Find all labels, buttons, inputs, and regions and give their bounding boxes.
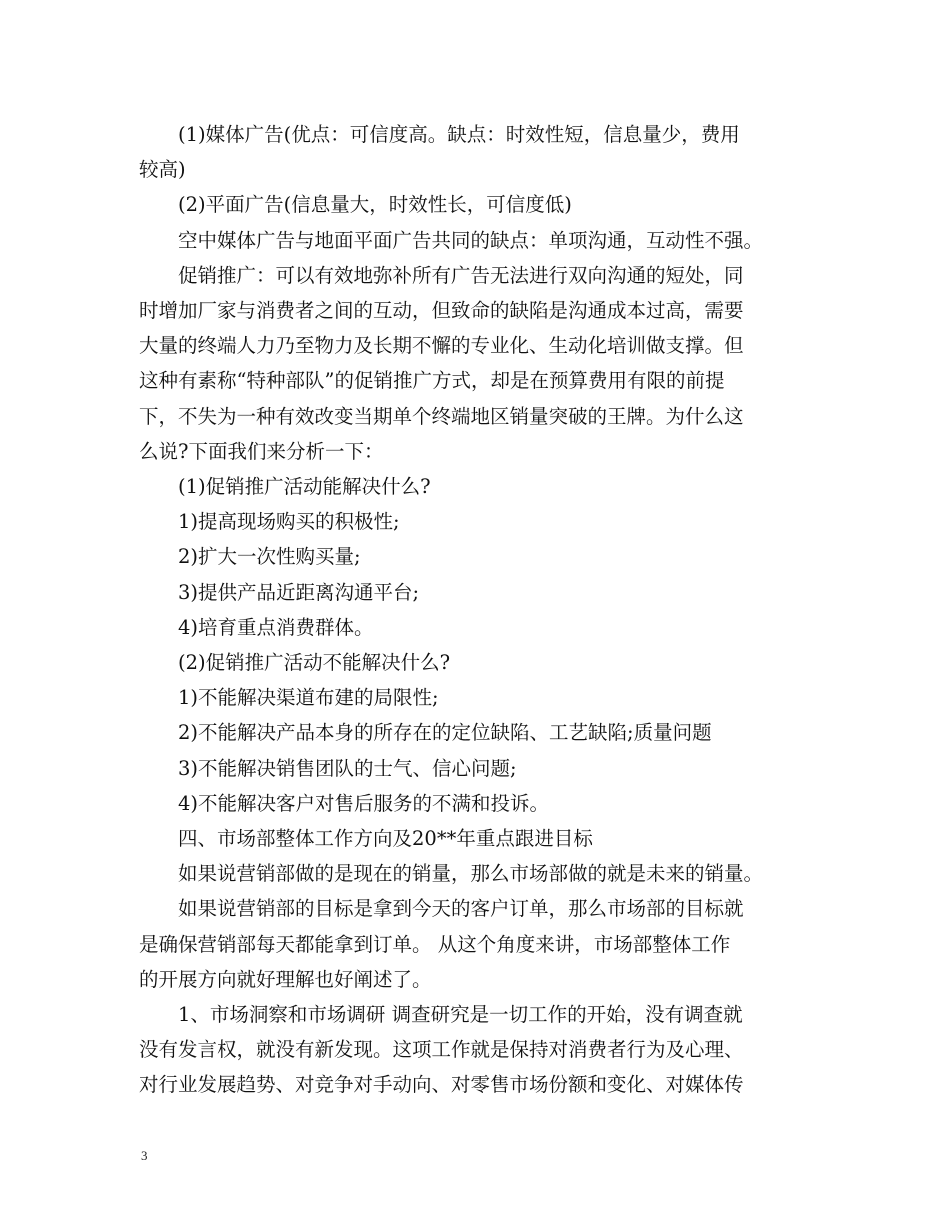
paragraph [139, 821, 819, 856]
paragraph [139, 187, 819, 222]
text-line: 如果说营销部的目标是拿到今天的客户订单，那么市场部的目标就 [178, 897, 744, 921]
paragraph [139, 539, 819, 574]
paragraph [139, 610, 819, 645]
text-line: 空中媒体广告与地面平面广告共同的缺点：单项沟通，互动性不强。 [178, 228, 764, 252]
text-line: 4)培育重点消费群体。 [178, 615, 374, 639]
document-body [139, 117, 819, 1103]
text-line: 4)不能解决客户对售后服务的不满和投诉。 [178, 791, 550, 815]
text-line: 四、市场部整体工作方向及20**年重点跟进目标 [178, 827, 593, 851]
text-line: 1)不能解决渠道布建的局限性; [178, 686, 439, 710]
text-line: 促销推广：可以有效地弥补所有广告无法进行双向沟通的短处，同 [178, 263, 744, 287]
text-line: 较高) [139, 158, 186, 182]
paragraph [139, 117, 819, 187]
text-line: 这种有素称“特种部队”的促销推广方式，却是在预算费用有限的前提 [139, 369, 725, 393]
text-line: 没有发言权，就没有新发现。这项工作就是保持对消费者行为及心理、 [139, 1038, 744, 1062]
text-line: 如果说营销部做的是现在的销量，那么市场部做的就是未来的销量。 [178, 862, 764, 886]
paragraph [139, 751, 819, 786]
text-line: 么说?下面我们来分析一下： [139, 439, 384, 463]
text-line: 大量的终端人力乃至物力及长期不懈的专业化、生动化培训做支撑。但 [139, 334, 744, 358]
text-line: 1)提高现场购买的积极性; [178, 510, 400, 534]
text-line: 是确保营销部每天都能拿到订单。 从这个角度来讲，市场部整体工作 [139, 932, 731, 956]
text-line: 时增加厂家与消费者之间的互动，但致命的缺陷是沟通成本过高，需要 [139, 299, 744, 323]
text-line: 1、市场洞察和市场调研 调查研究是一切工作的开始，没有调查就 [178, 1003, 743, 1027]
text-line: 3)提供产品近距离沟通平台; [178, 580, 420, 604]
paragraph [139, 786, 819, 821]
paragraph [139, 997, 819, 1103]
paragraph [139, 645, 819, 680]
paragraph [139, 680, 819, 715]
text-line: (2)促销推广活动不能解决什么? [178, 651, 451, 675]
page-number: 3 [141, 1148, 148, 1163]
text-line: (1)媒体广告(优点：可信度高。缺点：时效性短，信息量少，费用 [178, 123, 740, 146]
paragraph [139, 891, 819, 997]
paragraph [139, 504, 819, 539]
text-line: 3)不能解决销售团队的士气、信心问题; [178, 756, 517, 780]
paragraph [139, 469, 819, 504]
paragraph [139, 575, 819, 610]
text-line: (1)促销推广活动能解决什么? [178, 475, 431, 499]
paragraph [139, 715, 819, 750]
text-line: 对行业发展趋势、对竞争对手动向、对零售市场份额和变化、对媒体传 [139, 1073, 744, 1097]
text-line: 2)不能解决产品本身的所存在的定位缺陷、工艺缺陷;质量问题 [178, 721, 712, 745]
text-line: 下，不失为一种有效改变当期单个终端地区销量突破的王牌。为什么这 [139, 404, 744, 428]
text-line: (2)平面广告(信息量大，时效性长，可信度低) [178, 193, 572, 217]
text-line: 的开展方向就好理解也好阐述了。 [139, 967, 432, 991]
paragraph [139, 258, 819, 469]
text-line: 2)扩大一次性购买量; [178, 545, 361, 569]
paragraph [139, 856, 819, 891]
paragraph [139, 223, 819, 258]
